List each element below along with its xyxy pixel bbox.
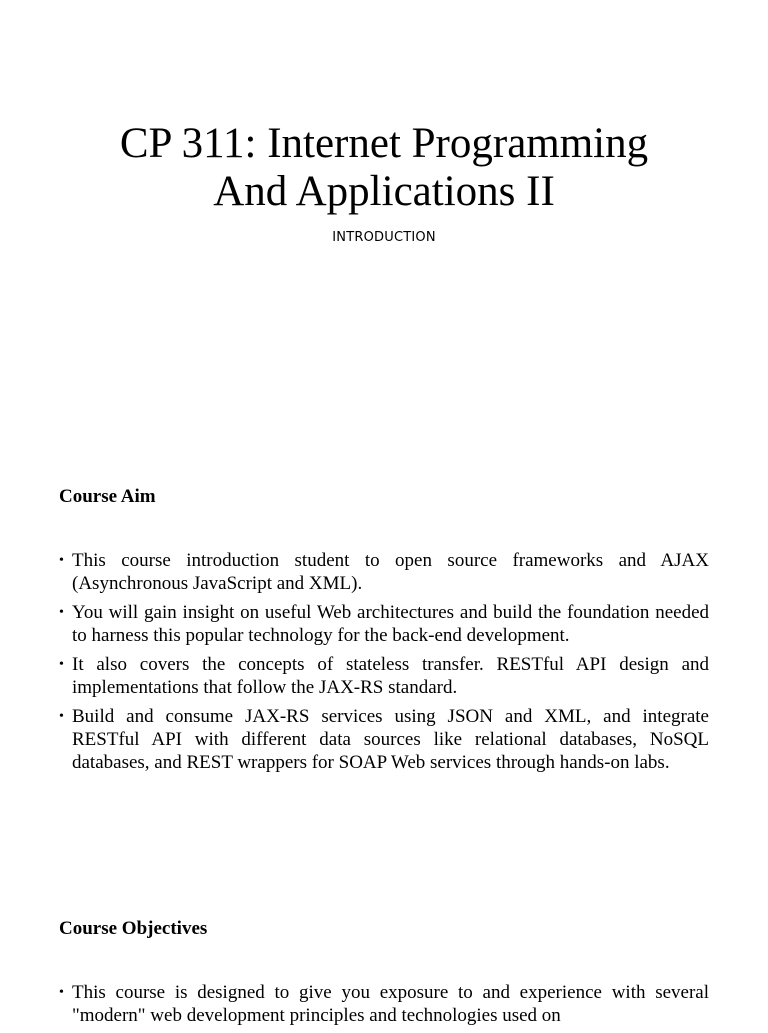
bullet-text: This course introduction student to open source frameworks and AJAX (Asynchronous JavaScript and XML). (72, 550, 709, 594)
bullet-icon: • (59, 605, 64, 620)
page-title (0, 120, 768, 216)
bullet-text: You will gain insight on useful Web architectures and build the foundation needed to harness this popular technology for the back-end development. (72, 602, 709, 646)
list-item (59, 981, 709, 1027)
bullet-icon: • (59, 553, 64, 568)
list-item (59, 549, 709, 595)
bullet-text: This course is designed to give you exposure to and experience with several "modern" web development principles and technologies used on (72, 982, 709, 1026)
list-item (59, 653, 709, 699)
bullet-text: It also covers the concepts of stateless transfer. RESTful API design and implementations that follow the JAX-RS standard. (72, 654, 709, 698)
title-line-2: And Applications II (213, 168, 555, 215)
list-item (59, 601, 709, 647)
course-aim-list (59, 549, 709, 774)
course-objectives-list (59, 981, 709, 1027)
bullet-icon: • (59, 657, 64, 672)
bullet-text: Build and consume JAX-RS services using JSON and XML, and integrate RESTful API with different data sources like relational databases, NoSQL databases, and REST wrappers for SOAP Web services through hands-on labs. (72, 706, 709, 773)
page-subtitle: INTRODUCTION (332, 230, 436, 245)
course-objectives-heading: Course Objectives (59, 918, 208, 939)
course-aim-heading: Course Aim (59, 486, 156, 507)
bullet-icon: • (59, 709, 64, 724)
course-aim-section (59, 486, 709, 780)
list-item (59, 705, 709, 774)
bullet-icon: • (59, 985, 64, 1000)
title-block (0, 120, 768, 245)
title-line-1: CP 311: Internet Programming (119, 120, 649, 167)
course-objectives-section (59, 918, 709, 1033)
